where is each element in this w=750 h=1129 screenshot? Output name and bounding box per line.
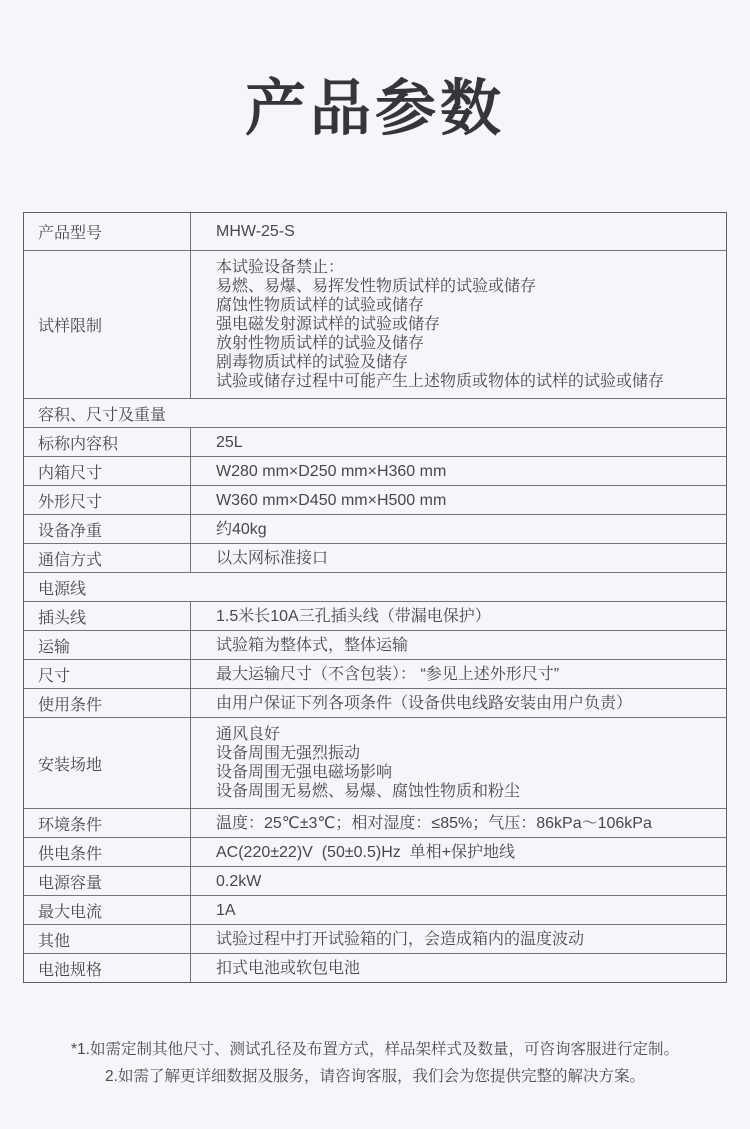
spec-value-line: 放射性物质试样的试验及储存 xyxy=(216,335,425,352)
table-row xyxy=(24,213,726,250)
spec-label: 尺寸 xyxy=(24,660,191,688)
table-row xyxy=(24,659,726,688)
spec-value: MHW-25-S xyxy=(216,223,295,240)
table-row xyxy=(24,895,726,924)
table-row xyxy=(24,717,726,808)
spec-value-line: 设备周围无易燃、易爆、腐蚀性物质和粉尘 xyxy=(216,783,521,800)
table-row xyxy=(24,808,726,837)
spec-value-line: 强电磁发射源试样的试验或储存 xyxy=(216,316,441,333)
spec-value: AC(220±22)V (50±0.5)Hz 单相+保护地线 xyxy=(216,843,515,861)
section-label: 容积、尺寸及重量 xyxy=(38,406,167,424)
spec-value: 试验箱为整体式，整体运输 xyxy=(216,636,409,654)
table-row xyxy=(24,250,726,398)
spec-value-line: 设备周围无强烈振动 xyxy=(216,745,361,762)
spec-value: 试验过程中打开试验箱的门，会造成箱内的温度波动 xyxy=(216,930,585,948)
spec-label: 外形尺寸 xyxy=(24,486,191,514)
spec-value: 温度：25℃±3℃；相对湿度：≤85%；气压：86kPa～106kPa xyxy=(216,814,652,832)
table-row xyxy=(24,688,726,717)
spec-value: 最大运输尺寸（不含包装）： “参见上述外形尺寸” xyxy=(216,665,560,683)
table-section-row xyxy=(24,572,726,601)
table-row xyxy=(24,456,726,485)
page-title: 产品参数 xyxy=(244,74,505,142)
spec-label: 试样限制 xyxy=(24,251,191,398)
table-section-row xyxy=(24,398,726,427)
footnotes xyxy=(0,1036,750,1090)
footnote-line-2: 2.如需了解更详细数据及服务，请咨询客服，我们会为您提供完整的解决方案。 xyxy=(105,1068,645,1085)
spec-label: 运输 xyxy=(24,631,191,659)
table-row xyxy=(24,953,726,982)
table-row xyxy=(24,630,726,659)
spec-label: 插头线 xyxy=(24,602,191,630)
spec-value: W360 mm×D450 mm×H500 mm xyxy=(216,491,447,509)
spec-label: 最大电流 xyxy=(24,896,191,924)
spec-value-line: 易燃、易爆、易挥发性物质试样的试验或储存 xyxy=(216,278,537,295)
spec-value: 扣式电池或软包电池 xyxy=(216,959,361,977)
spec-label: 安装场地 xyxy=(24,718,191,808)
section-label: 电源线 xyxy=(38,580,87,598)
spec-label: 环境条件 xyxy=(24,809,191,837)
spec-value-line: 通风良好 xyxy=(216,726,281,743)
spec-value: 由用户保证下列各项条件（设备供电线路安装由用户负责） xyxy=(216,694,633,712)
table-row xyxy=(24,837,726,866)
spec-value: 约40kg xyxy=(216,520,267,538)
table-row xyxy=(24,514,726,543)
spec-value-line: 试验或储存过程中可能产生上述物质或物体的试样的试验或储存 xyxy=(216,373,665,390)
spec-value-line: 腐蚀性物质试样的试验或储存 xyxy=(216,297,425,314)
spec-table xyxy=(23,212,727,983)
spec-value xyxy=(191,718,726,808)
spec-label: 产品型号 xyxy=(24,213,191,250)
spec-label: 其他 xyxy=(24,925,191,953)
spec-value: 1A xyxy=(216,901,236,919)
spec-value: 1.5米长10A三孔插头线（带漏电保护） xyxy=(216,607,491,625)
table-row xyxy=(24,427,726,456)
spec-label: 设备净重 xyxy=(24,515,191,543)
spec-label: 使用条件 xyxy=(24,689,191,717)
spec-value-line: 本试验设备禁止： xyxy=(216,259,345,276)
spec-value: W280 mm×D250 mm×H360 mm xyxy=(216,462,447,480)
spec-label: 通信方式 xyxy=(24,544,191,572)
spec-value: 25L xyxy=(216,433,243,451)
spec-label: 供电条件 xyxy=(24,838,191,866)
spec-value: 以太网标准接口 xyxy=(216,549,329,567)
spec-value-line: 设备周围无强电磁场影响 xyxy=(216,764,393,781)
spec-value xyxy=(191,251,726,398)
spec-label: 电源容量 xyxy=(24,867,191,895)
spec-label: 标称内容积 xyxy=(24,428,191,456)
footnote-line-1: *1.如需定制其他尺寸、测试孔径及布置方式，样品架样式及数量，可咨询客服进行定制。 xyxy=(71,1041,679,1058)
spec-value: 0.2kW xyxy=(216,872,262,890)
table-row xyxy=(24,543,726,572)
spec-value-line: 剧毒物质试样的试验及储存 xyxy=(216,354,409,371)
table-row xyxy=(24,924,726,953)
table-row xyxy=(24,601,726,630)
table-row xyxy=(24,485,726,514)
spec-label: 内箱尺寸 xyxy=(24,457,191,485)
spec-label: 电池规格 xyxy=(24,954,191,982)
table-row xyxy=(24,866,726,895)
